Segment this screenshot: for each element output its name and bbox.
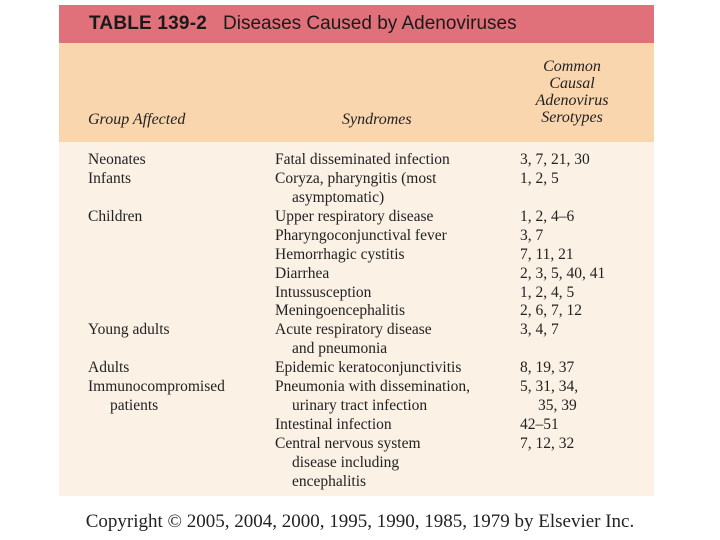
table-title: Diseases Caused by Adenoviruses [223, 13, 517, 34]
syndrome-cell: Meningoencephalitis [275, 302, 405, 319]
syndrome-cell: Central nervous system [275, 435, 421, 452]
serotype-cell: 8, 19, 37 [520, 359, 575, 376]
header-serotypes [529, 58, 615, 126]
header-serotypes-line: Serotypes [541, 109, 603, 126]
serotype-cell: 7, 11, 21 [520, 246, 574, 263]
table-title-bar [59, 5, 654, 43]
copyright-notice: Copyright © 2005, 2004, 2000, 1995, 1990, 1985, 1979 by Elsevier Inc. [85, 511, 635, 532]
syndrome-cell: Acute respiratory disease [275, 321, 432, 338]
serotype-cell: 2, 3, 5, 40, 41 [520, 265, 606, 282]
serotype-cell: 35, 39 [538, 397, 577, 414]
serotype-cell: 3, 4, 7 [520, 321, 559, 338]
header-serotypes-line: Causal [549, 75, 595, 92]
syndrome-cell: Coryza, pharyngitis (most [275, 170, 437, 187]
serotype-cell: 1, 2, 4, 5 [520, 284, 575, 301]
serotype-cell: 42–51 [520, 416, 559, 433]
header-syndromes: Syndromes [342, 111, 412, 128]
header-group-affected: Group Affected [88, 111, 186, 128]
group-cell: Infants [88, 170, 132, 187]
syndrome-cell: Fatal disseminated infection [275, 151, 450, 168]
group-cell: Young adults [88, 321, 170, 338]
syndrome-cell: encephalitis [292, 473, 367, 490]
group-cell: patients [110, 397, 159, 414]
serotype-cell: 5, 31, 34, [520, 378, 579, 395]
table-number: TABLE 139-2 [89, 13, 207, 34]
syndrome-cell: Hemorrhagic cystitis [275, 246, 405, 263]
serotype-cell: 2, 6, 7, 12 [520, 302, 582, 319]
group-cell: Neonates [88, 151, 146, 168]
serotype-cell: 3, 7, 21, 30 [520, 151, 590, 168]
group-cell: Adults [88, 359, 130, 376]
group-cell: Immunocompromised [88, 378, 225, 395]
serotype-cell: 1, 2, 4–6 [520, 208, 575, 225]
syndrome-cell: Pharyngoconjunctival fever [275, 227, 447, 244]
syndrome-cell: disease including [292, 454, 400, 471]
adenovirus-table [59, 5, 654, 496]
syndrome-cell: Epidemic keratoconjunctivitis [275, 359, 462, 376]
group-cell: Children [88, 208, 143, 225]
syndrome-cell: and pneumonia [292, 340, 388, 357]
serotype-cell: 1, 2, 5 [520, 170, 559, 187]
syndrome-cell: Pneumonia with dissemination, [275, 378, 471, 395]
serotype-cell: 7, 12, 32 [520, 435, 575, 452]
header-serotypes-line: Adenovirus [535, 92, 609, 109]
syndrome-cell: Upper respiratory disease [275, 208, 434, 225]
syndrome-cell: asymptomatic) [292, 189, 385, 206]
header-serotypes-line: Common [543, 58, 601, 75]
syndrome-cell: Diarrhea [275, 265, 330, 282]
serotype-cell: 3, 7 [520, 227, 544, 244]
syndrome-cell: urinary tract infection [292, 397, 428, 414]
syndrome-cell: Intussusception [275, 284, 372, 301]
syndrome-cell: Intestinal infection [275, 416, 392, 433]
